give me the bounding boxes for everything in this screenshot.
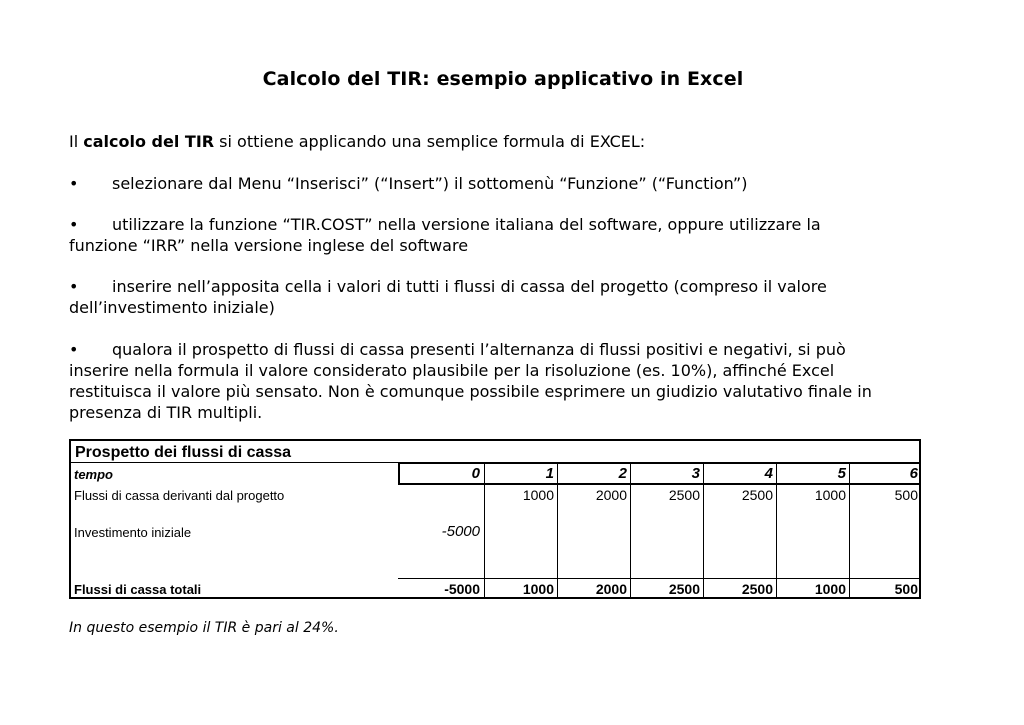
total-cell: 2500 [741,581,773,597]
tir-result-note: In questo esempio il TIR è pari al 24%. [69,620,339,636]
bullet-symbol: • [69,174,79,193]
total-cell: 2500 [668,581,700,597]
bullet-4 [69,339,949,423]
header-bottom-line [398,483,919,485]
period-header: 6 [909,465,918,482]
table-title: Prospetto dei flussi di cassa [75,444,292,461]
total-cell: 2000 [595,581,627,597]
flows-label: Flussi di cassa derivanti dal progetto [74,488,285,503]
total-cell: 1000 [814,581,846,597]
bullet-4-line-4: presenza di TIR multipli. [69,403,263,422]
total-cell: 1000 [522,581,554,597]
period-header: 3 [691,465,700,482]
header-top-line [398,462,919,464]
bullet-2 [69,214,949,256]
col-divider [703,462,704,597]
investment-cell: -5000 [441,523,480,540]
period-header: 2 [618,465,627,482]
col-divider [849,462,850,597]
bullet-symbol: • [69,215,79,234]
investment-label: Investimento iniziale [74,525,192,540]
bullet-symbol: • [69,340,79,359]
total-cell: -5000 [444,581,480,597]
col-divider [776,462,777,597]
flow-cell: 1000 [814,487,846,503]
bullet-4-line-3: restituisca il valore più sensato. Non è comunque possibile esprimere un giudizio valutativo finale in [69,382,872,401]
col-divider [557,462,558,597]
intro-pre: Il [69,132,84,151]
flow-cell: 1000 [522,487,554,503]
intro-bold: calcolo del TIR [83,132,215,151]
bullet-3-line-1: inserire nell’apposita cella i valori di tutti i flussi di cassa del progetto (compreso il valore [112,277,827,296]
total-cell: 500 [894,581,918,597]
period-header: 4 [764,465,773,482]
bullet-3 [69,276,949,318]
bullet-2-line-1: utilizzare la funzione “TIR.COST” nella versione italiana del software, oppure utilizzare la [112,215,821,234]
totals-label: Flussi di cassa totali [74,582,202,597]
header-left-border [398,462,400,484]
period-header: 5 [837,465,846,482]
bullet-1-text: selezionare dal Menu “Inserisci” (“Insert”) il sottomenù “Funzione” (“Function”) [112,174,748,193]
cash-flow-table [69,439,921,599]
col-divider [484,462,485,597]
flow-cell: 2500 [668,487,700,503]
bullet-1 [69,173,949,194]
intro-post: si ottiene applicando una semplice formula di EXCEL: [214,132,646,151]
time-label: tempo [74,467,113,482]
flow-cell: 500 [894,487,918,503]
period-header: 1 [545,465,554,482]
totals-separator [398,578,919,579]
bullet-4-line-2: inserire nella formula il valore considerato plausibile per la risoluzione (es. 10%), affinché Excel [69,361,835,380]
flow-cell: 2500 [741,487,773,503]
page-title: Calcolo del TIR: esempio applicativo in Excel [262,68,744,90]
bullet-2-line-2: funzione “IRR” nella versione inglese del software [69,236,469,255]
intro-paragraph [69,131,949,152]
flow-cell: 2000 [595,487,627,503]
bullet-3-line-2: dell’investimento iniziale) [69,298,275,317]
bullet-symbol: • [69,277,79,296]
bullet-4-line-1: qualora il prospetto di flussi di cassa presenti l’alternanza di flussi positivi e negativi, si può [112,340,846,359]
col-divider [630,462,631,597]
period-header: 0 [471,465,480,482]
